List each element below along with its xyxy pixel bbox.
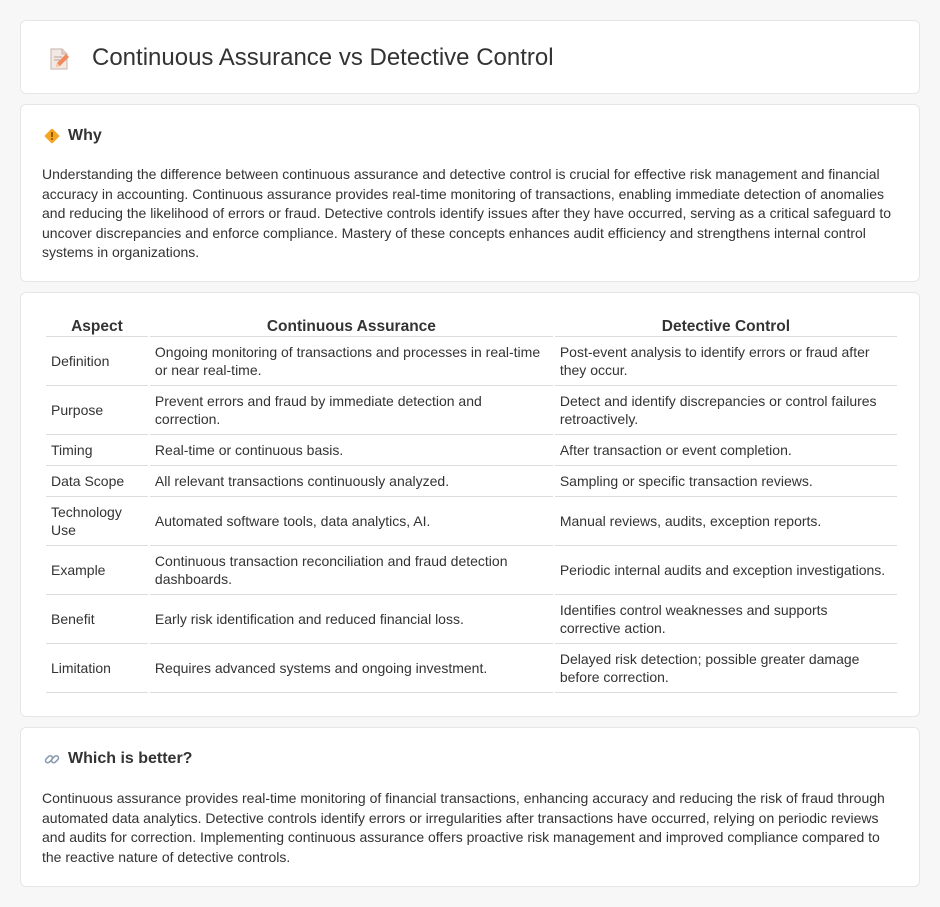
cell-detective-control: Identifies control weaknesses and supports corrective action. [555, 595, 897, 644]
cell-detective-control: Sampling or specific transaction reviews. [555, 466, 897, 497]
table-row [46, 644, 897, 693]
table-row [46, 546, 897, 595]
which-better-heading [43, 750, 192, 768]
cell-continuous-assurance: Ongoing monitoring of transactions and processes in real-time or near real-time. [150, 337, 553, 386]
why-card [20, 104, 920, 282]
why-title: Why [68, 127, 102, 144]
comparison-table [44, 315, 899, 693]
why-heading [43, 127, 102, 145]
header-card [20, 20, 920, 94]
cell-detective-control: Delayed risk detection; possible greater damage before correction. [555, 644, 897, 693]
cell-aspect: Benefit [46, 595, 148, 644]
link-icon [43, 750, 61, 768]
cell-continuous-assurance: Requires advanced systems and ongoing investment. [150, 644, 553, 693]
cell-aspect: Example [46, 546, 148, 595]
cell-aspect: Data Scope [46, 466, 148, 497]
cell-aspect: Technology Use [46, 497, 148, 546]
table-header-row [46, 315, 897, 337]
cell-aspect: Limitation [46, 644, 148, 693]
cell-detective-control: Manual reviews, audits, exception reports. [555, 497, 897, 546]
header-continuous-assurance: Continuous Assurance [150, 315, 553, 337]
cell-detective-control: Post-event analysis to identify errors or fraud after they occur. [555, 337, 897, 386]
cell-continuous-assurance: Continuous transaction reconciliation and fraud detection dashboards. [150, 546, 553, 595]
cell-aspect: Purpose [46, 386, 148, 435]
table-row [46, 386, 897, 435]
table-row [46, 466, 897, 497]
cell-detective-control: Periodic internal audits and exception investigations. [555, 546, 897, 595]
cell-aspect: Definition [46, 337, 148, 386]
cell-continuous-assurance: Real-time or continuous basis. [150, 435, 553, 466]
cell-aspect: Timing [46, 435, 148, 466]
why-text: Understanding the difference between continuous assurance and detective control is crucial for effective risk management and financial accuracy in accounting. Continuous assurance provides real-time monitoring of transactions, enabling immediate detection of anomalies and reducing the likelihood of errors or fraud. Detective controls identify issues after they have occurred, serving as a critical safeguard to uncover discrepancies and enforce compliance. Mastery of these concepts enhances audit efficiency and strengthens internal control systems in organizations. [42, 166, 891, 260]
which-better-card [20, 727, 920, 887]
cell-detective-control: After transaction or event completion. [555, 435, 897, 466]
cell-continuous-assurance: Prevent errors and fraud by immediate detection and correction. [150, 386, 553, 435]
page-title: Continuous Assurance vs Detective Control [92, 44, 554, 71]
comparison-card [20, 292, 920, 717]
table-row [46, 595, 897, 644]
diamond-warning-icon [43, 127, 61, 145]
cell-detective-control: Detect and identify discrepancies or control failures retroactively. [555, 386, 897, 435]
header-aspect: Aspect [46, 315, 148, 337]
which-better-title: Which is better? [68, 750, 193, 767]
cell-continuous-assurance: Early risk identification and reduced financial loss. [150, 595, 553, 644]
table-row [46, 497, 897, 546]
header-detective-control: Detective Control [555, 315, 897, 337]
cell-continuous-assurance: All relevant transactions continuously analyzed. [150, 466, 553, 497]
document-pencil-icon [47, 47, 71, 71]
table-row [46, 435, 897, 466]
table-row [46, 337, 897, 386]
cell-continuous-assurance: Automated software tools, data analytics, AI. [150, 497, 553, 546]
which-better-text: Continuous assurance provides real-time monitoring of financial transactions, enhancing accuracy and reducing the risk of fraud through automated data analytics. Detective controls identify errors or irregularities after transactions have occurred, relying on periodic reviews and audits for correction. Implementing continuous assurance offers proactive risk management and improved compliance compared to the reactive nature of detective controls. [42, 790, 885, 865]
